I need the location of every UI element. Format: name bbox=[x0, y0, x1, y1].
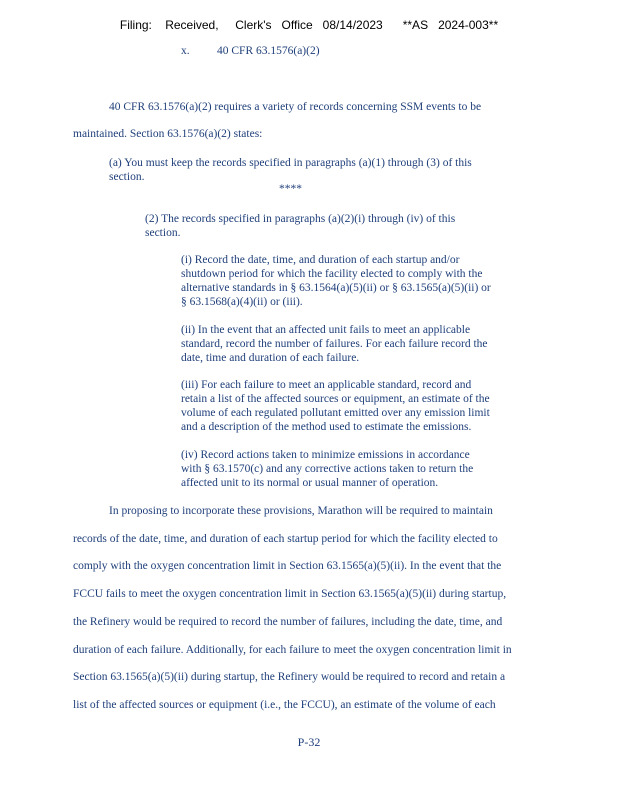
body-line: Section 63.1565(a)(5)(ii) during startup, the Refinery would be required to record and retain a bbox=[73, 671, 506, 683]
quote-ii-line: standard, record the number of failures. For each failure record the bbox=[181, 338, 488, 350]
quote-iv-line: affected unit to its normal or usual manner of operation. bbox=[181, 477, 439, 489]
intro-line: maintained. Section 63.1576(a)(2) states: bbox=[73, 128, 263, 140]
body-line: FCCU fails to meet the oxygen concentration limit in Section 63.1565(a)(5)(ii) during startup, bbox=[73, 588, 507, 600]
section-heading: 40 CFR 63.1576(a)(2) bbox=[217, 45, 320, 57]
quote-a2-line: section. bbox=[145, 227, 181, 239]
section-number: x. bbox=[181, 45, 190, 57]
quote-a2-line: (2) The records specified in paragraphs (a)(2)(i) through (iv) of this bbox=[145, 213, 456, 225]
ellipsis-stars: **** bbox=[279, 183, 302, 195]
page-number: P-32 bbox=[297, 735, 321, 749]
filing-header: Filing: Received, Clerk's Office 08/14/2023 **AS 2024-003** bbox=[119, 18, 499, 32]
quote-i-line: (i) Record the date, time, and duration of each startup and/or bbox=[181, 254, 460, 266]
quote-i-line: shutdown period for which the facility elected to comply with the bbox=[181, 268, 483, 280]
body-line: duration of each failure. Additionally, for each failure to meet the oxygen concentration limit in bbox=[73, 644, 512, 656]
quote-iv-line: (iv) Record actions taken to minimize emissions in accordance bbox=[181, 449, 470, 461]
quote-ii-line: date, time and duration of each failure. bbox=[181, 352, 360, 364]
body-line: the Refinery would be required to record the number of failures, including the date, time, and bbox=[73, 616, 503, 628]
body-line: records of the date, time, and duration of each startup period for which the facility elected to bbox=[73, 533, 498, 545]
quote-a-line: section. bbox=[109, 171, 145, 183]
quote-iii-line: and a description of the method used to estimate the emissions. bbox=[181, 421, 472, 433]
body-line: list of the affected sources or equipment (i.e., the FCCU), an estimate of the volume of each bbox=[73, 699, 496, 711]
quote-iii-line: (iii) For each failure to meet an applicable standard, record and bbox=[181, 379, 472, 391]
quote-a-line: (a) You must keep the records specified in paragraphs (a)(1) through (3) of this bbox=[109, 157, 472, 169]
quote-i-line: § 63.1568(a)(4)(ii) or (iii). bbox=[181, 296, 303, 308]
quote-iv-line: with § 63.1570(c) and any corrective actions taken to return the bbox=[181, 463, 474, 475]
quote-iii-line: retain a list of the affected sources or equipment, an estimate of the bbox=[181, 393, 490, 405]
quote-iii-line: volume of each regulated pollutant emitted over any emission limit bbox=[181, 407, 490, 419]
body-line: comply with the oxygen concentration limit in Section 63.1565(a)(5)(ii). In the event that the bbox=[73, 560, 502, 572]
intro-line: 40 CFR 63.1576(a)(2) requires a variety of records concerning SSM events to be bbox=[109, 101, 482, 113]
quote-ii-line: (ii) In the event that an affected unit fails to meet an applicable bbox=[181, 324, 471, 336]
body-line: In proposing to incorporate these provisions, Marathon will be required to maintain bbox=[109, 505, 493, 517]
quote-i-line: alternative standards in § 63.1564(a)(5)(ii) or § 63.1565(a)(5)(ii) or bbox=[181, 282, 491, 294]
